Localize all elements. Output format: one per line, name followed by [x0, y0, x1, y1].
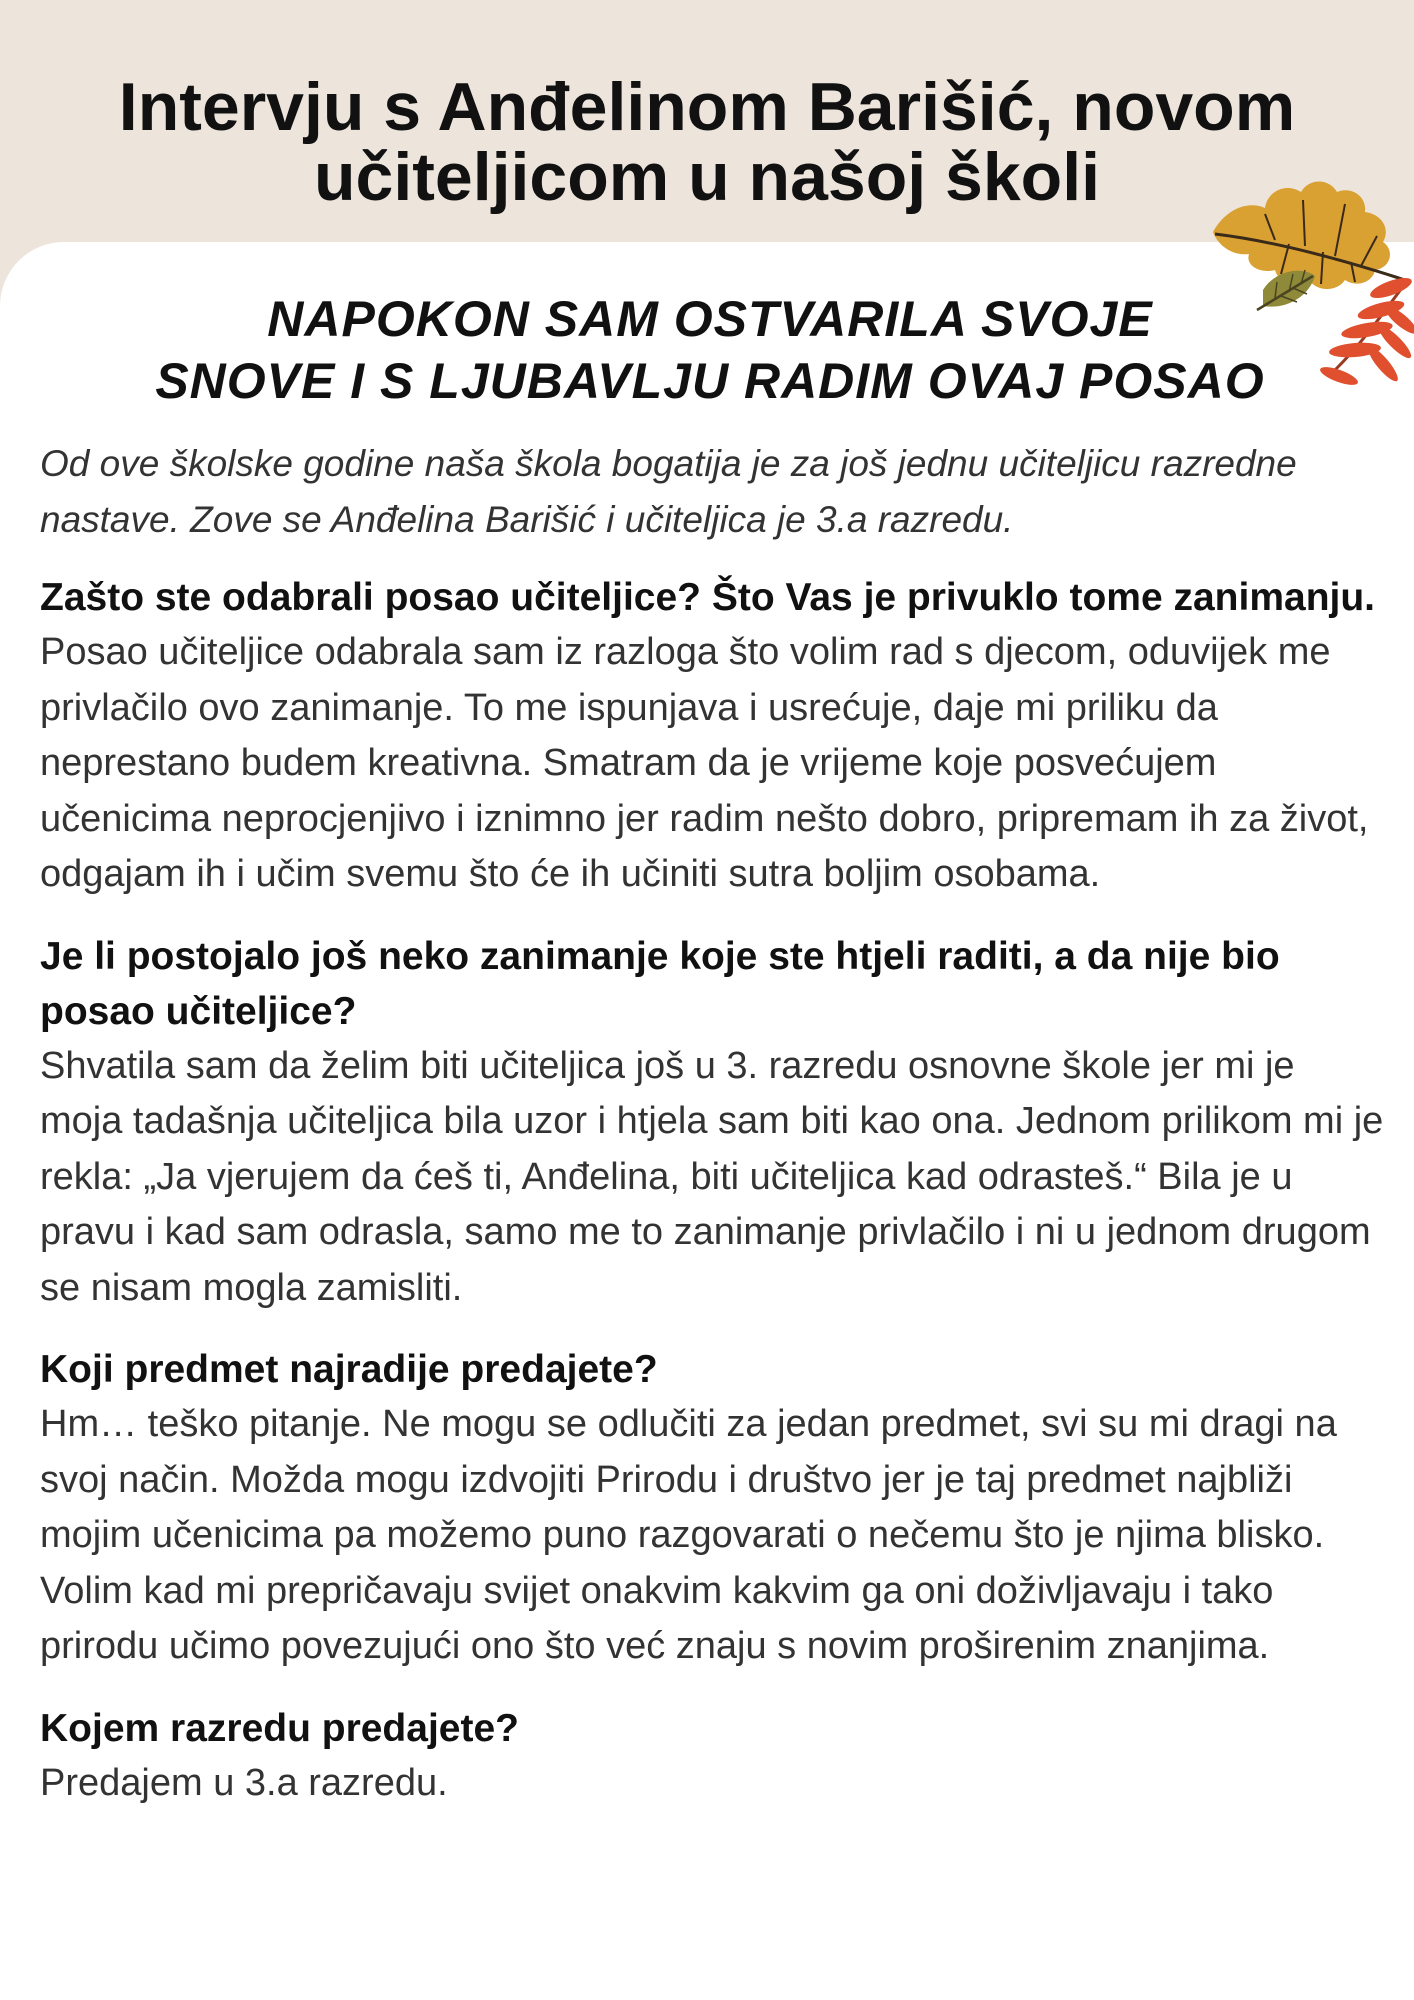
question: Je li postojalo još neko zanimanje koje ste htjeli raditi, a da nije bio posao učiteljice? [40, 934, 1280, 1033]
answer: Hm… teško pitanje. Ne mogu se odlučiti za jedan predmet, svi su mi dragi na svoj način. Možda mogu izdvojiti Prirodu i društvo jer je taj predmet najbliži mojim učenicima pa možemo puno razgovarati o nečemu što je njima blisko. Volim kad mi prepričavaju svijet onakvim kakvim ga oni doživljavaju i tako prirodu učimo povezujući ono što već znaju s novim proširenim znanjima. [40, 1403, 1337, 1667]
subtitle-line-2: SNOVE I S LJUBAVLJU RADIM OVAJ POSAO [155, 353, 1265, 409]
article-body [40, 436, 1385, 1837]
question: Zašto ste odabrali posao učiteljice? Što Vas je privuklo tome zanimanju. [40, 576, 1376, 619]
question: Kojem razredu predajete? [40, 1706, 519, 1750]
article-subtitle [60, 288, 1360, 412]
qa-item [40, 1342, 1385, 1675]
header [0, 0, 1414, 250]
subtitle-line-1: NAPOKON SAM OSTVARILA SVOJE [267, 291, 1153, 347]
title-line-1: Intervju s Anđelinom Barišić, novom [118, 69, 1296, 145]
page-title [0, 69, 1414, 215]
answer: Shvatila sam da želim biti učiteljica još u 3. razredu osnovne škole jer mi je moja tadašnja učiteljica bila uzor i htjela sam biti kao ona. Jednom prilikom mi je rekla: „Ja vjerujem da ćeš ti, Anđelina, biti učiteljica kad odrasteš.“ Bila je u pravu i kad sam odrasla, samo me to zanimanje privlačilo i ni u jednom drugom se nisam mogla zamisliti. [40, 1044, 1384, 1309]
answer: Posao učiteljice odabrala sam iz razloga što volim rad s djecom, oduvijek me privlačilo ovo zanimanje. To me ispunjava i usrećuje, daje mi priliku da neprestano budem kreativna. Smatram da je vrijeme koje posvećujem učenicima neprocjenjivo i iznimno jer radim nešto dobro, pripremam ih za život, odgajam ih i učim svemu što će ih učiniti sutra boljim osobama. [40, 631, 1369, 895]
qa-item [40, 570, 1385, 903]
question: Koji predmet najradije predajete? [40, 1348, 658, 1391]
title-line-2: učiteljicom u našoj školi [314, 139, 1100, 215]
qa-item [40, 929, 1385, 1317]
answer: Predajem u 3.a razredu. [40, 1761, 448, 1804]
intro-paragraph: Od ove školske godine naša škola bogatija je za još jednu učiteljicu razredne nastave. Zove se Anđelina Barišić i učiteljica je 3.a razredu. [40, 443, 1297, 540]
qa-item [40, 1701, 1385, 1812]
